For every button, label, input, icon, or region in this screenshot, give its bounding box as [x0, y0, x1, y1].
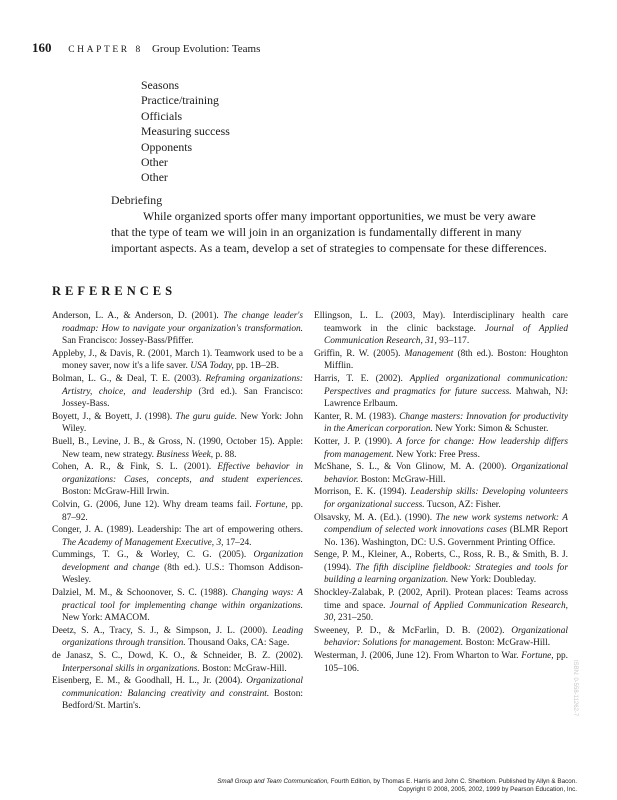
footer-line-1: [217, 778, 577, 786]
reference-title: Leadership skills: Developing volunteers for organizational success.: [324, 487, 568, 510]
list-item: Opponents: [141, 139, 193, 154]
list-item: Officials: [141, 108, 183, 123]
reference-title: Journal of Applied Communication Research, 30,: [324, 600, 568, 624]
reference-text: Griffin, R. W. (2005).: [314, 348, 405, 359]
reference-text: Westerman, J. (2006, June 12). From Wharton to War.: [314, 651, 522, 662]
reference-source: pp. 87–92.: [62, 499, 304, 523]
reference-source: (8th ed.). U.S.: Thomson Addison-Wesley.: [62, 562, 303, 586]
footer-publication: Fourth Edition, by Thomas E. Harris and John C. Sherblom. Published by Allyn & Bacon.: [328, 778, 577, 785]
reference-entry: [314, 625, 568, 650]
reference-title: Organization development and change: [62, 550, 303, 573]
reference-source: (8th ed.). Boston: Houghton Mifflin.: [324, 348, 569, 372]
reference-text: Anderson, L. A., & Anderson, D. (2001).: [52, 311, 224, 321]
chapter-title: Group Evolution: Teams: [151, 43, 261, 55]
reference-text: Sweeney, P. D., & McFarlin, D. B. (2002).: [314, 625, 512, 636]
reference-source: Thousand Oaks, CA: Sage.: [185, 638, 290, 649]
reference-source: Mahwah, NJ: Lawrence Erlbaum.: [324, 386, 568, 410]
reference-text: Colvin, G. (2006, June 12). Why dream teams fail.: [52, 499, 256, 510]
list-item: Measuring success: [141, 124, 230, 139]
reference-source: New York: Free Press.: [393, 449, 480, 460]
reference-entry: [314, 549, 568, 587]
reference-entry: [314, 461, 568, 486]
reference-entry: [52, 587, 303, 625]
reference-source: 17–24.: [223, 537, 252, 548]
list-item: Other: [141, 155, 168, 170]
reference-text: Shockley-Zalabak, P. (2002, April). Protean places: Teams across time and space.: [314, 588, 568, 611]
reference-entry: [52, 650, 303, 675]
reference-title: Fortune,: [521, 651, 554, 662]
reference-entry: [314, 436, 568, 461]
reference-title: Leading organizations through transition.: [62, 625, 303, 649]
footer-copyright: Copyright © 2008, 2005, 2002, 1999 by Pearson Education, Inc.: [398, 786, 577, 794]
reference-text: Harris, T. E. (2002).: [314, 373, 410, 384]
chapter-label: CHAPTER: [68, 45, 130, 55]
reference-text: Appleby, J., & Davis, R. (2001, March 1). Teamwork used to be a money saver, now it's a life saver.: [52, 348, 303, 372]
reference-entry: [52, 310, 303, 348]
reference-source: pp. 1B–2B.: [233, 361, 279, 372]
reference-text: Buell, B., Levine, J. B., & Gross, N. (1990, October 15). Apple: New team, new strategy.: [52, 436, 303, 460]
reference-entry: [314, 486, 568, 511]
reference-entry: [314, 587, 568, 625]
reference-title: The Academy of Management Executive, 3,: [62, 537, 224, 548]
reference-text: de Janasz, S. C., Dowd, K. O., & Schneider, B. Z. (2002).: [52, 651, 303, 662]
activity-list: [141, 78, 230, 186]
debriefing-line: that the type of team we will join in an organization is fundamentally different in many: [111, 225, 522, 239]
reference-text: Kanter, R. M. (1983).: [314, 411, 400, 422]
reference-text: Eisenberg, E. M., & Goodhall, H. L., Jr. (2004).: [52, 676, 247, 687]
reference-title: USA Today,: [190, 361, 234, 372]
reference-entry: [52, 625, 303, 650]
reference-title: Interpersonal skills in organizations.: [62, 663, 200, 674]
reference-entry: [52, 675, 303, 713]
debriefing-paragraph: [111, 208, 609, 256]
reference-title: Business Week,: [156, 449, 214, 460]
reference-title: Effective behavior in organizations: Cases, concepts, and student experiences.: [62, 462, 303, 485]
reference-text: Deetz, S. A., Tracy, S. J., & Simpson, J. L. (2000).: [52, 625, 273, 636]
reference-source: (BLMR Report No. 136). Washington, DC: U.S. Government Printing Office.: [324, 525, 568, 548]
reference-text: Kotter, J. P. (1990).: [314, 436, 397, 447]
reference-source: San Francisco: Jossey-Bass/Pfiffer.: [62, 336, 194, 347]
running-header: [32, 40, 260, 56]
reference-entry: [52, 461, 303, 499]
reference-title: A force for change: How leadership differs from management.: [324, 436, 569, 460]
reference-entry: [314, 310, 568, 348]
reference-source: Boston: McGraw-Hill.: [463, 638, 551, 649]
references-right-column: [314, 310, 568, 675]
debriefing-label: Debriefing: [111, 193, 163, 207]
reference-title: Journal of Applied Communication Research, 31,: [324, 323, 568, 347]
reference-source: 93–117.: [436, 336, 470, 347]
reference-title: Organizational communication: Balancing creativity and constraint.: [62, 676, 303, 699]
reference-text: Dalziel, M. M., & Schoonover, S. C. (1988).: [52, 588, 232, 599]
reference-source: Boston: McGraw-Hill.: [358, 474, 446, 485]
list-item: Other: [141, 170, 168, 185]
copyright-footer: [217, 778, 577, 794]
reference-text: Morrison, E. K. (1994).: [314, 487, 411, 498]
reference-title: Applied organizational communication: Perspectives and pragmatics for future success.: [324, 373, 568, 397]
reference-text: Ellingson, L. L. (2003, May). Interdisciplinary health care teamwork in the clinic backstage.: [314, 311, 568, 334]
reference-entry: [314, 512, 568, 550]
reference-source: (3rd ed.). San Francisco: Jossey-Bass.: [62, 386, 303, 410]
reference-title: The guru guide.: [175, 411, 238, 422]
reference-text: Boyett, J., & Boyett, J. (1998).: [52, 411, 176, 422]
reference-source: New York: AMACOM.: [62, 613, 150, 624]
reference-source: p. 88.: [213, 449, 237, 460]
reference-entry: [314, 650, 568, 675]
reference-source: New York: John Wiley.: [62, 411, 303, 435]
reference-text: Bolman, L. G., & Deal, T. E. (2003).: [52, 373, 206, 384]
references-left-column: [52, 310, 303, 713]
reference-title: Reframing organizations: Artistry, choice, and leadership: [62, 373, 303, 397]
reference-text: Conger, J. A. (1989). Leadership: The art of empowering others.: [52, 525, 303, 536]
reference-source: New York: Simon & Schuster.: [432, 424, 549, 435]
reference-title: The change leader's roadmap: How to navigate your organization's transformation.: [62, 311, 303, 334]
page-number: 160: [32, 40, 52, 55]
reference-source: 231–250.: [335, 613, 374, 624]
reference-source: Boston: McGraw-Hill.: [199, 663, 287, 674]
reference-entry: [314, 373, 568, 411]
footer-book-title: Small Group and Team Communication,: [217, 778, 329, 785]
reference-entry: [52, 499, 303, 524]
reference-title: Organizational behavior: Solutions for management.: [324, 625, 568, 649]
debriefing-line: While organized sports offer many important opportunities, we must be very aware: [143, 209, 536, 223]
reference-text: Cummings, T. G., & Worley, C. G. (2005).: [52, 550, 254, 561]
reference-title: Organizational behavior.: [324, 462, 568, 485]
debriefing-section: [111, 192, 609, 256]
reference-title: Change masters: Innovation for productivity in the American corporation.: [324, 411, 568, 435]
reference-entry: [52, 373, 303, 411]
reference-text: Cohen, A. R., & Fink, S. L. (2001).: [52, 462, 218, 473]
reference-source: Tucson, AZ: Fisher.: [424, 499, 501, 510]
chapter-number: 8: [135, 45, 141, 55]
reference-title: Changing ways: A practical tool for implementing change within organizations.: [62, 588, 303, 611]
reference-text: Senge, P. M., Kleiner, A., Roberts, C., Ross, R. B., & Smith, B. J. (1994).: [314, 550, 568, 573]
isbn-watermark: ISBN: 0-558-11262-7: [572, 660, 578, 717]
debriefing-line: important aspects. As a team, develop a set of strategies to compensate for these differences.: [111, 241, 547, 255]
reference-title: The new work systems network: A compendium of selected work innovations cases: [324, 512, 568, 536]
reference-entry: [52, 524, 303, 549]
reference-source: Boston: Bedford/St. Martin's.: [62, 688, 303, 712]
reference-source: pp. 105–106.: [324, 651, 569, 674]
reference-source: Boston: McGraw-Hill Irwin.: [62, 487, 170, 498]
list-item: Practice/training: [141, 93, 219, 108]
reference-text: McShane, S. L., & Von Glinow, M. A. (2000).: [314, 462, 512, 473]
reference-text: Olsavsky, M. A. (Ed.). (1990).: [314, 512, 436, 523]
reference-entry: [314, 411, 568, 436]
reference-entry: [52, 549, 303, 587]
reference-title: Management: [404, 348, 454, 359]
reference-title: The fifth discipline fieldbook: Strategies and tools for building a learning organization.: [324, 562, 568, 586]
reference-entry: [52, 348, 303, 373]
reference-entry: [52, 436, 303, 461]
reference-title: Fortune,: [255, 499, 288, 510]
references-heading: REFERENCES: [52, 284, 177, 298]
reference-source: New York: Doubleday.: [448, 575, 537, 586]
reference-entry: [314, 348, 568, 373]
list-item: Seasons: [141, 78, 180, 92]
reference-entry: [52, 411, 303, 436]
